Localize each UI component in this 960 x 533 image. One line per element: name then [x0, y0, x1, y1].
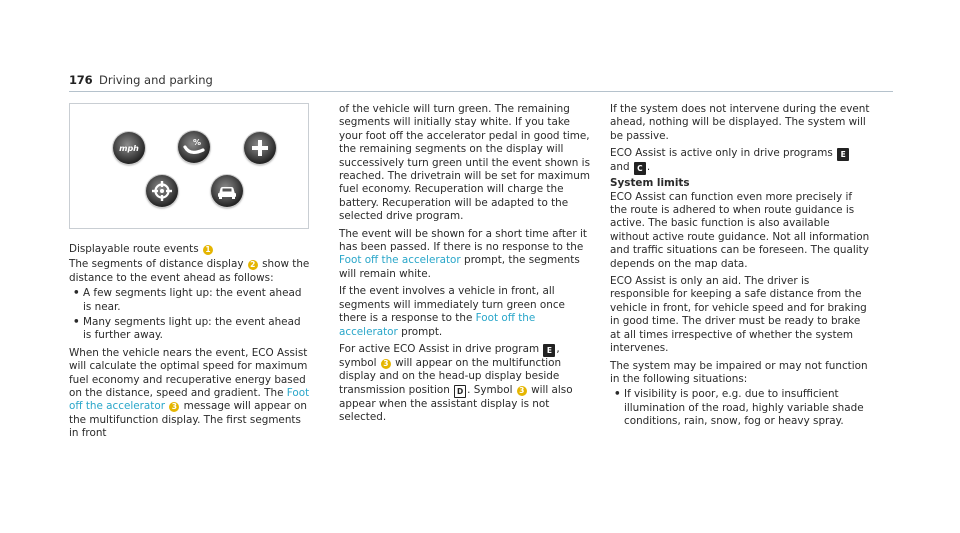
bullet-list: [610, 388, 872, 428]
callout-2-badge: 2: [248, 260, 258, 270]
paragraph: If the system does not intervene during the event ahead, nothing will be displayed. The system will be passive.: [610, 103, 870, 142]
callout-3-badge: 3: [517, 386, 527, 396]
column-1: [69, 243, 312, 445]
header-rule: [69, 91, 893, 92]
percent-icon: [178, 131, 210, 163]
drive-program-e-icon: E: [837, 148, 849, 161]
drive-program-e-icon: E: [543, 344, 555, 357]
callout-3-badge: 3: [169, 402, 179, 412]
list-item: • A few segments light up: the event ahead is near.: [69, 287, 312, 314]
page-header: [69, 72, 893, 90]
paragraph: ECO Assist is active only in drive programs E and C .: [610, 147, 872, 175]
plus-icon: [244, 132, 276, 164]
percent-label: %: [192, 138, 202, 147]
callout-3-badge: 3: [381, 359, 391, 369]
paragraph: ECO Assist is only an aid. The driver is responsible for keeping a safe distance from the vehicle in front, for vehicle speed and for braking in good time. The driver must be ready to brake at all times irrespective of whether the system intervenes.: [610, 275, 867, 355]
paragraph: When the vehicle nears the event, ECO Assist will calculate the optimal speed for maximum fuel economy and recuperative energy based on the distance, speed and gradient. The Foot off the accelerator 3 message will appear on the multifunction display. The first segments in front: [69, 346, 310, 440]
foot-off-accelerator-link[interactable]: Foot off the accelerator: [339, 312, 536, 338]
column-2: [339, 103, 594, 429]
paragraph: The system may be impaired or may not function in the following situations:: [610, 359, 868, 385]
crosshair-icon: [146, 175, 178, 207]
paragraph: For active ECO Assist in drive program E , symbol 3 will appear on the multifunction display and on the head-up display beside transmission position D . Symbol 3 will also appear when the assistant display is not selected.: [339, 342, 573, 424]
list-item: • Many segments light up: the event ahead is further away.: [69, 316, 312, 343]
column-3: [610, 103, 872, 433]
car-icon: [211, 175, 243, 207]
section-title: Driving and parking: [99, 73, 213, 87]
figure-caption: Displayable route events 1: [69, 243, 312, 256]
foot-off-accelerator-link[interactable]: Foot off the accelerator: [339, 254, 461, 267]
system-limits-heading: System limits: [610, 177, 690, 190]
paragraph: ECO Assist can function even more precisely if the route is adhered to when route guidance is active. The basic function is also available without active route guidance. Not all information and traffic situations can be foreseen. The quality depends on the map data.: [610, 190, 870, 270]
route-events-figure: [69, 103, 309, 229]
foot-off-accelerator-link[interactable]: Foot off the accelerator: [69, 387, 310, 413]
mph-icon: [113, 132, 145, 164]
page-number: 176: [69, 73, 93, 87]
paragraph: of the vehicle will turn green. The remaining segments will initially stay white. If you take your foot off the accelerator pedal in good time, the remaining segments on the display will successively turn green until the event shown is reached. The drivetrain will be set for maximum fuel economy. Recuperation will charge the battery. Recuperation will be adapted to the selected drive program.: [339, 103, 590, 223]
paragraph: If the event involves a vehicle in front, all segments will immediately turn green once there is a response to the Foot off the accelerator prompt.: [339, 285, 565, 338]
bullet-list: [69, 287, 312, 343]
paragraph: The segments of distance display 2 show the distance to the event ahead as follows:: [69, 258, 310, 284]
callout-1-badge: 1: [203, 245, 213, 255]
paragraph: The event will be shown for a short time after it has been passed. If there is no response to the Foot off the accelerator prompt, the segments will remain white.: [339, 227, 587, 280]
drive-program-c-icon: C: [634, 162, 646, 175]
list-item: • If visibility is poor, e.g. due to insufficient illumination of the road, highly variable shade conditions, rain, snow, fog or heavy spray.: [610, 388, 872, 428]
transmission-d-icon: D: [454, 385, 466, 398]
mph-label: mph: [119, 144, 139, 153]
